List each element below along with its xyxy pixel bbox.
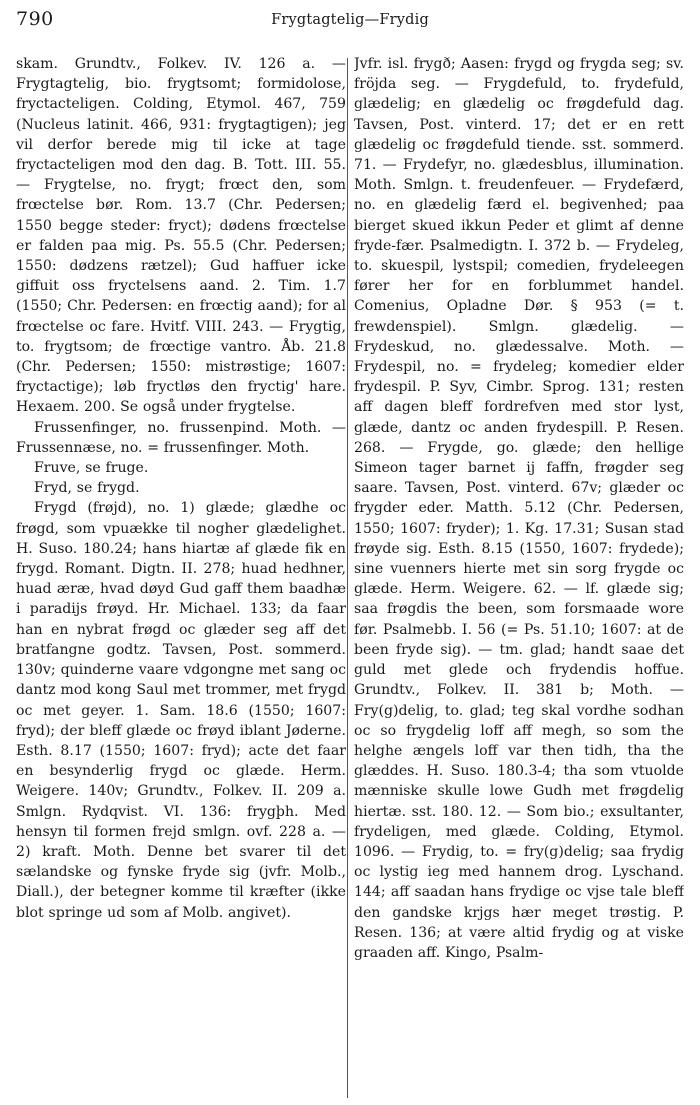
page-header xyxy=(14,8,686,42)
entry-paragraph: skam. Grundtv., Folkev. IV. 126 a. — Frygtagtelig, bio. frygtsomt; formidolose, fryctacteligen. Colding, Etymol. 467, 759 (Nucleus latinit. 466, 931: frygtagtigen); jeg vil derfor berede mig til icke at tage fryctacteligen mod den dag. B. Tott. III. 55. — Frygtelse, no. frygt; frœct den, som frœctelse bør. Rom. 13.7 (Chr. Pedersen; 1550 begge steder: fryct); dødens frœctelse er falden paa mig. Ps. 55.5 (Chr. Pedersen; 1550: dødzens rætzel); Gud haffuer icke giffuit oss fryctelsens aand. 2. Tim. 1.7 (1550; Chr. Pedersen: en frœctig aand); for al frœctelse oc fare. Hvitf. VIII. 243. — Frygtig, to. frygtsom; de frœctige vantro. Åb. 21.8 (Chr. Pedersen; 1550: mistrøstige; 1607: fryctactige); løb fryctløs den fryctig' hare. Hexaem. 200. Se også under frygtelse. xyxy=(16,56,346,416)
entry-paragraph: Frussenfinger, no. frussenpind. Moth. — Frussennæse, no. = frussenfinger. Moth. xyxy=(16,419,346,456)
entry-paragraph: Fryd, se frygd. xyxy=(34,480,140,497)
column-divider xyxy=(347,58,348,1098)
entry-paragraph: Frygd (frøjd), no. 1) glæde; glædhe oc frøgd, som vpuække til nogher glædelighet. H. Suso. 180.24; hans hiartæ af glæde fik en frygd. Romant. Digtn. II. 278; huad hedhner, huad æræ, hvad døyd Gud gaff them baadhæ i paradijs frøyd. Hr. Michael. 133; da faar han en nybrat frøgd oc glæder seg aff det bratfangne godtz. Tavsen, Post. sommerd. 130v; quinderne vaare vdgongne met sang oc dantz mod kong Saul met trommer, met frygd oc met geyer. 1. Sam. 18.6 (1550; 1607: fryd); der bleff glæde oc frøyd iblant Jøderne. Esth. 8.17 (1550; 1607: fryd); acte det faar en besynderlig frygd oc glæde. Herm. Weigere. 140v; Grundtv., Folkev. II. 209 a. Smlgn. Rydqvist. VI. 136: frygþh. Med hensyn til formen frejd smlgn. ovf. 228 a. — 2) kraft. Moth. Denne bet svarer til det sælandske og fynske fryde sig (jvfr. Molb., Diall.), der betegner komme til kræfter (ikke blot springe ud som af Molb. angivet). xyxy=(16,500,346,921)
entry-paragraph: Jvfr. isl. frygð; Aasen: frygd og frygda seg; sv. fröjda seg. — Frygdefuld, to. frydefuld, glædelig; en glædelig oc frøgdefuld dag. Tavsen, Post. vinterd. 17; det er en rett glædelig oc frøgdefuld tiende. sst. sommerd. 71. — Frydefyr, no. glædesblus, illumination. Moth. Smlgn. t. freudenfeuer. — Frydefærd, no. en glædelig færd el. begivenhed; paa bierget skued ikkun Peder et glimt af denne fryde-fær. Psalmedigtn. I. 372 b. — Frydeleg, to. skuespil, lystspil; comedien, frydeleegen fører her for en forblummet handel. Comenius, Opladne Dør. § 953 (= t. frewdenspiel). Smlgn. glædelig. — Frydeskud, no. glædessalve. Moth. — Frydespil, no. = frydeleg; komedier elder frydespil. P. Syv, Cimbr. Sprog. 131; resten aff dagen bleff fordrefven med stor lyst, glæde, dantz oc anden frydespill. P. Resen. 268. — Frygde, go. glæde; den hellige Simeon tager barnet ij faffn, frøgder seg saare. Tavsen, Post. vinterd. 67v; glæder oc frygder eder. Matth. 5.12 (Chr. Pedersen, 1550; 1607: fryder); 1. Kg. 17.31; Susan stad frøyde sig. Esth. 8.15 (1550, 1607: frydede); sine vuenners hierte met sin sorg frygde oc glæde. Herm. Weigere. 62. — lf. glæde sig; saa frøgdis the been, som forsmaade wore før. Psalmebb. I. 56 (= Ps. 51.10; 1607: at de been fryde sig). — tm. glad; handt saae det guld met glede och frydendis hoffue. Grundtv., Folkev. II. 381 b; Moth. — Fry(g)delig, to. glad; teg skal vordhe sodhan oc so frygdelig loff aff megh, so som the helghe ængels loff var then tidh, tha the glæddes. H. Suso. 180.3-4; tha som vtuolde mænniske skulle lowe Gudh met frøgdelig hiertæ. sst. 180. 12. — Som bio.; exsultanter, frydeligen, med glæde. Colding, Etymol. 1096. — Frydig, to. = fry(g)delig; saa frydig oc lystig ieg med hannem drog. Lyschand. 144; aff saadan hans frydige oc vjse tale bleff den gandske krjgs hær meget trøstig. P. Resen. 136; at være altid frydig og at viske graaden aff. Kingo, Psalm- xyxy=(354,56,684,961)
entry-paragraph: Fruve, se fruge. xyxy=(34,460,149,477)
page-number: 790 xyxy=(16,8,54,30)
running-head: Frygtagtelig—Frydig xyxy=(271,12,429,28)
right-column xyxy=(354,54,684,1099)
left-column xyxy=(16,54,346,1099)
